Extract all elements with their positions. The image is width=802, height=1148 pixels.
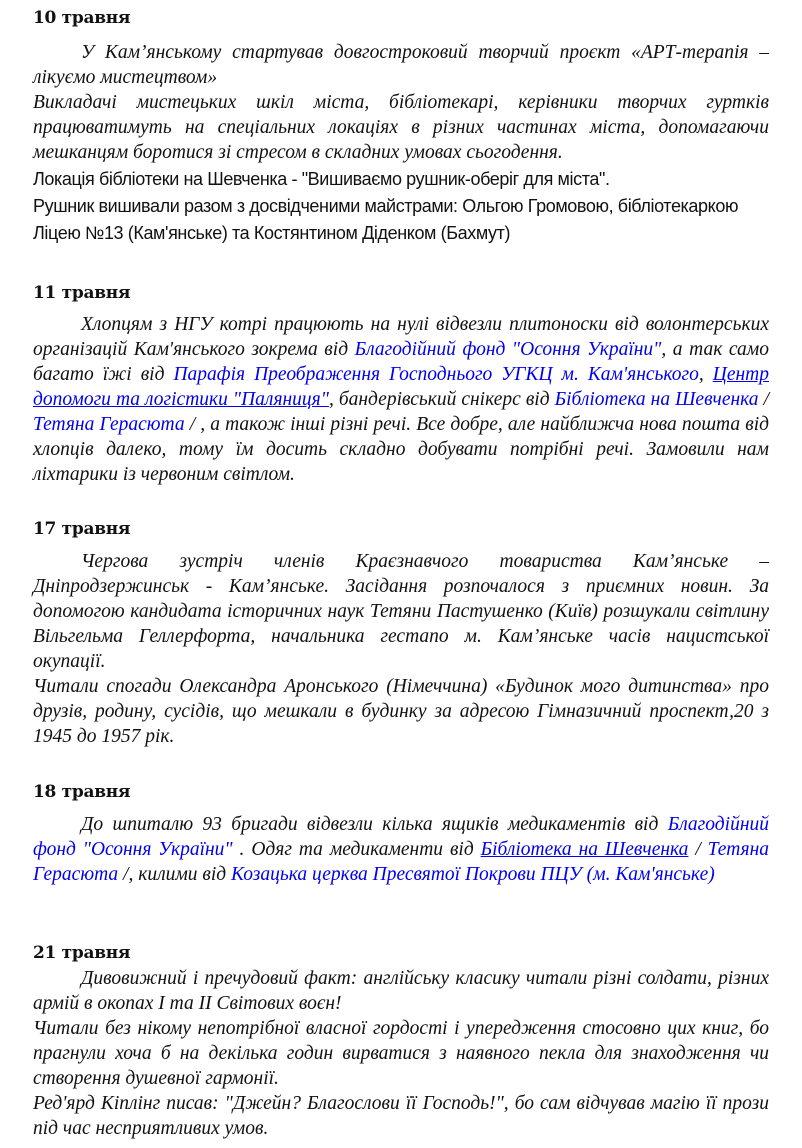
link-library-shevchenka[interactable]: Бібліотека на Шевченка xyxy=(554,389,759,410)
entry-paragraph xyxy=(33,812,769,887)
text-run: / , а також інші різні речі. Все добре, але найближча нова пошта від хлопців далеко, тому їм досить складно добувати потрібні речі. Замовили нам ліхтарики із червоним світлом. xyxy=(33,414,769,485)
entry-17-may xyxy=(33,549,769,749)
text-run: /, килими від xyxy=(118,864,232,885)
entry-paragraph: Дивовижний і пречудовий факт: англійську класику читали різні солдати, різних армій в окопах І та ІІ Світових воєн! xyxy=(33,968,769,1014)
entry-paragraph xyxy=(33,312,769,487)
entry-paragraph: Чергова зустріч членів Краєзнавчого товариства Кам’янське – Дніпродзержинськ - Кам’янське. Засідання розпочалося з приємних новин. За допомогою кандидата історичних наук Тетяни Пастушенко (Київ) розшукали світлину Вільгельма Геллерфорта, начальника гестапо м. Кам’янське часів нацистської окупації. xyxy=(33,551,769,672)
text-run: , а так само багато їжі від xyxy=(33,339,769,385)
entry-paragraph: Читали спогади Олександра Аронського (Німеччина) «Будинок мого дитинства» про друзів, родину, сусідів, що мешкали в будинку за адресою Гімназичний проспект,20 з 1945 до 1957 рік. xyxy=(33,676,769,747)
text-run: / xyxy=(758,389,769,410)
link-parish[interactable]: Парафія Преображення Господнього УГКЦ м. Кам'янського xyxy=(173,364,699,385)
link-charity-fund[interactable]: Благодійний фонд "Осоння України" xyxy=(354,339,662,360)
entry-paragraph: Ред'ярд Кіплінг писав: "Джейн? Благослови її Господь!", бо сам відчував магію її прози під час несприятливих умов. xyxy=(33,1093,769,1139)
date-heading: 21 травня xyxy=(33,943,131,963)
text-run: . Одяг та медикаменти від xyxy=(232,839,481,860)
link-charity-fund[interactable]: Благодійний фонд "Осоння України" xyxy=(33,814,769,860)
entry-paragraph: У Кам’янському стартував довгостроковий творчий проєкт «АРТ-терапія – лікуємо мистецтвом» xyxy=(33,42,769,88)
entry-paragraph: Читали без нікому непотрібної власної гордості і упередження стосовно цих книг, бо прагнули хоча б на декілька годин вирватися з наявного пекла для знаходження чи створення душевної гармонії. xyxy=(33,1018,769,1089)
entry-paragraph: Рушник вишивали разом з досвідченими майстрами: Ольгою Громовою, бібліотекаркою Ліцею №13 (Кам'янське) та Костянтином Діденком (Бахмут) xyxy=(33,196,739,243)
link-cossack-church[interactable]: Козацька церква Пресвятої Покрови ПЦУ (м. Кам'янське) xyxy=(231,864,715,885)
entry-21-may xyxy=(33,966,769,1141)
text-run: , xyxy=(698,364,713,385)
link-tetiana-herasiuta[interactable]: Тетяна Герасюта xyxy=(33,414,185,435)
entry-18-may xyxy=(33,812,769,887)
link-library-shevchenka[interactable]: Бібліотека на Шевченка xyxy=(480,839,689,860)
entry-10-may xyxy=(33,40,769,247)
date-heading: 17 травня xyxy=(33,519,131,539)
entry-11-may xyxy=(33,312,769,487)
entry-paragraph: Викладачі мистецьких шкіл міста, бібліотекарі, керівники творчих гуртків працюватимуть на спеціальних локаціях в різних частинах міста, допомагаючи мешканцям боротися зі стресом в складних умовах сьогодення. xyxy=(33,92,769,163)
date-heading: 10 травня xyxy=(33,8,131,28)
date-heading: 11 травня xyxy=(33,283,131,303)
text-run: , бандерівський снікерс від xyxy=(328,389,555,410)
text-run: / xyxy=(688,839,708,860)
date-heading: 18 травня xyxy=(33,782,131,802)
text-run: До шпиталю 93 бригади відвезли кілька ящиків медикаментів від xyxy=(81,814,668,835)
link-tetiana-herasiuta[interactable]: Тетяна Герасюта xyxy=(33,839,770,885)
entry-paragraph: Локація бібліотеки на Шевченка - "Вишиваємо рушник-оберіг для міста". xyxy=(33,169,610,189)
link-palianytsia-center[interactable]: Центр допомоги та логістики "Паляниця" xyxy=(33,364,770,410)
text-run: Хлопцям з НГУ котрі працюють на нулі відвезли плитоноски від волонтерських організацій Кам'янського зокрема від xyxy=(33,314,769,360)
